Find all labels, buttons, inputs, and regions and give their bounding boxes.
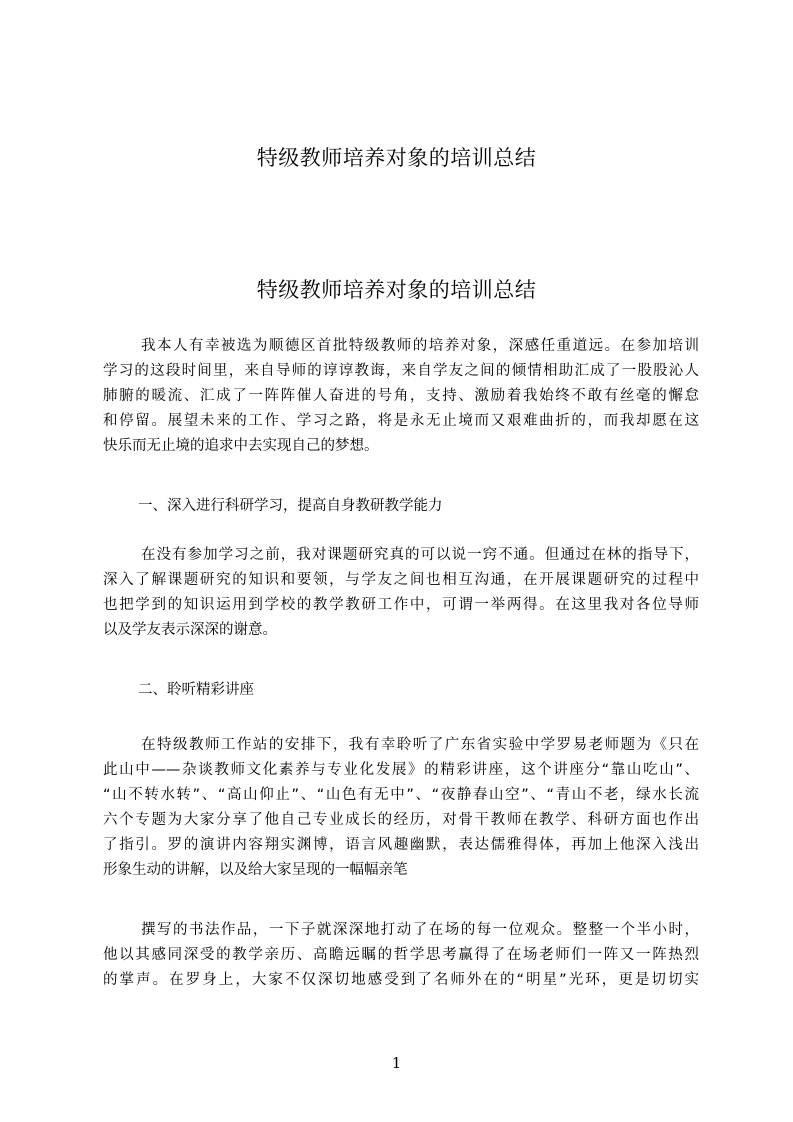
paragraph-line: 在没有参加学习之前，我对课题研究真的可以说一窍不通。但通过在林的指导下， [141, 547, 699, 563]
paragraph-line: 和停留。展望未来的工作、学习之路，将是永无止境而又艰难曲折的，而我却愿在这 [103, 413, 699, 429]
paragraph-line: 肺腑的暖流、汇成了一阵阵催人奋进的号角，支持、激励着我始终不敢有丝毫的懈怠 [103, 388, 699, 404]
paragraph-line: 在特级教师工作站的安排下，我有幸聆听了广东省实验中学罗易老师题为《只在 [141, 737, 699, 753]
section-heading-research: 一、深入进行科研学习，提高自身教研教学能力 [138, 498, 443, 514]
paragraph-line: 撰写的书法作品，一下子就深深地打动了在场的每一位观众。整整一个半小时， [141, 922, 699, 938]
page-number: 1 [391, 1054, 402, 1072]
document-main-title: 特级教师培养对象的培训总结 [256, 278, 537, 302]
paragraph-calligraphy [103, 918, 699, 993]
section-heading-lectures: 二、聆听精彩讲座 [138, 682, 254, 698]
paragraph-line: 他以其感同深受的教学亲历、高瞻远瞩的哲学思考赢得了在场老师们一阵又一阵热烈 [103, 947, 699, 963]
paragraph-line: “山不转水转”、“高山仰止”、“山色有无中”、“夜静春山空”、“青山不老，绿水长流 [103, 787, 699, 803]
document-top-title: 特级教师培养对象的培训总结 [256, 146, 537, 170]
paragraph-research [103, 543, 699, 643]
paragraph-line: 深入了解课题研究的知识和要领，与学友之间也相互沟通，在开展课题研究的过程中 [103, 572, 699, 588]
paragraph-line: 此山中——杂谈教师文化素养与专业化发展》的精彩讲座，这个讲座分“靠山吃山”、 [103, 762, 699, 778]
paragraph-line: 六个专题为大家分享了他自己专业成长的经历，对骨干教师在教学、科研方面也作出 [103, 812, 699, 828]
paragraph-line: 我本人有幸被选为顺德区首批特级教师的培养对象，深感任重道远。在参加培训 [141, 338, 699, 354]
paragraph-line: 了指引。罗的演讲内容翔实渊博，语言风趣幽默，表达儒雅得体，再加上他深入浅出 [103, 837, 699, 853]
paragraph-line: 形象生动的讲解，以及给大家呈现的一幅幅亲笔 [103, 862, 408, 878]
paragraph-intro [103, 334, 699, 459]
paragraph-line: 快乐而无止境的追求中去实现自己的梦想。 [103, 438, 379, 454]
paragraph-lectures [103, 733, 699, 883]
paragraph-line: 的掌声。在罗身上，大家不仅深切地感受到了名师外在的“明星”光环，更是切切实 [103, 972, 699, 988]
paragraph-line: 学习的这段时间里，来自导师的谆谆教诲，来自学友之间的倾情相助汇成了一股股沁人 [103, 363, 699, 379]
paragraph-line: 以及学友表示深深的谢意。 [103, 622, 277, 638]
paragraph-line: 也把学到的知识运用到学校的教学教研工作中，可谓一举两得。在这里我对各位导师 [103, 597, 699, 613]
